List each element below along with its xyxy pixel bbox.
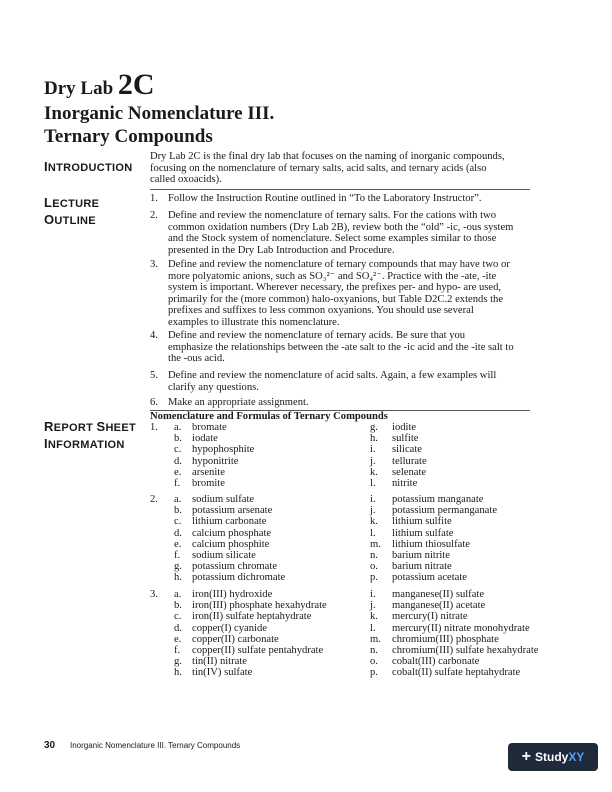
- item-letter: l.: [370, 527, 376, 539]
- item-letter: c.: [174, 516, 182, 528]
- item-letter: c.: [174, 444, 182, 456]
- logo-study: Study: [534, 750, 569, 764]
- item-letter: i.: [370, 444, 376, 456]
- item-letter: d.: [174, 527, 182, 539]
- title-code: 2C: [117, 68, 155, 101]
- page-number: 30: [44, 740, 56, 751]
- item-letter: e.: [174, 633, 182, 645]
- item-letter: b.: [174, 600, 182, 612]
- compound-name: tin(IV) sulfate: [192, 667, 253, 679]
- item-letter: n.: [370, 550, 378, 561]
- introduction-text: Dry Lab 2C is the final dry lab that focuses on the naming of inorganic compounds, focusing on the nomenclature of ternary salts, acid salts, and ternary acids (also called oxoacids).: [150, 151, 505, 186]
- item-letter: e.: [174, 466, 182, 478]
- lecture-outline-label: LECTURE OUTLINE: [44, 195, 100, 227]
- item-letter: e.: [174, 538, 182, 550]
- item-letter: p.: [370, 667, 378, 679]
- compound-name: copper(II) sulfate pentahydrate: [192, 645, 324, 656]
- item-letter: b.: [174, 505, 182, 517]
- question-number: 1.: [150, 422, 158, 433]
- compound-name: potassium acetate: [392, 572, 468, 584]
- subtitle-line-1: Inorganic Nomenclature III.: [44, 103, 275, 124]
- compound-name: calcium phosphite: [192, 538, 270, 550]
- item-letter: j.: [370, 455, 376, 467]
- item-letter: f.: [174, 550, 181, 561]
- compound-name: manganese(II) sulfate: [392, 589, 485, 600]
- compound-name: mercury(I) nitrate: [392, 611, 468, 623]
- compound-name: iron(III) phosphate hexahydrate: [192, 600, 327, 612]
- compound-name: potassium permanganate: [392, 505, 498, 517]
- introduction-label: INTRODUCTION: [44, 159, 133, 174]
- compound-name: potassium manganate: [392, 494, 484, 505]
- compound-name: hypophosphite: [192, 444, 255, 456]
- compound-name: cobalt(III) carbonate: [392, 656, 480, 668]
- item-letter: b.: [174, 433, 182, 445]
- item-letter: g.: [174, 656, 182, 668]
- item-letter: j.: [370, 505, 376, 517]
- item-letter: m.: [370, 633, 381, 645]
- item-letter: o.: [370, 561, 378, 573]
- compound-name: bromite: [192, 478, 225, 489]
- item-letter: d.: [174, 622, 182, 634]
- compound-name: iodite: [392, 422, 417, 433]
- page-subtitle: [44, 102, 274, 148]
- question-number: 2.: [150, 494, 158, 505]
- compound-name: selenate: [392, 466, 427, 478]
- compound-name: potassium dichromate: [192, 572, 286, 584]
- item-letter: c.: [174, 611, 182, 623]
- compound-name: iron(III) hydroxide: [192, 589, 273, 600]
- logo-xy: XY: [568, 750, 585, 764]
- compound-name: tellurate: [392, 455, 427, 467]
- compound-name: copper(I) cyanide: [192, 622, 267, 634]
- compound-name: mercury(II) nitrate monohydrate: [392, 622, 530, 634]
- compound-name: lithium thiosulfate: [392, 538, 470, 550]
- question-number: 3.: [150, 589, 158, 600]
- compound-name: hyponitrite: [192, 455, 239, 467]
- item-letter: h.: [370, 433, 378, 445]
- compound-name: chromium(III) phosphate: [392, 633, 499, 645]
- report-sheet-label: REPORT SHEET INFORMATION: [44, 419, 136, 451]
- compound-name: barium nitrate: [392, 561, 452, 573]
- compound-name: barium nitrite: [392, 550, 450, 561]
- compound-name: sodium silicate: [192, 550, 256, 561]
- compound-name: tin(II) nitrate: [192, 656, 248, 668]
- compound-name: potassium chromate: [192, 561, 278, 573]
- compound-name: lithium sulfite: [392, 516, 452, 528]
- item-letter: h.: [174, 572, 182, 584]
- item-letter: k.: [370, 611, 378, 623]
- item-letter: p.: [370, 572, 378, 584]
- item-letter: i.: [370, 589, 376, 600]
- compound-name: copper(II) carbonate: [192, 633, 279, 645]
- title-prefix: Dry Lab: [44, 78, 118, 99]
- item-letter: g.: [370, 422, 378, 433]
- compound-name: arsenite: [192, 466, 225, 478]
- compound-name: iodate: [192, 433, 218, 445]
- item-letter: j.: [370, 600, 376, 612]
- compound-name: sulfite: [392, 433, 419, 445]
- compound-name: calcium phosphate: [192, 527, 272, 539]
- item-letter: a.: [174, 589, 182, 600]
- compound-name: silicate: [392, 444, 423, 456]
- item-letter: f.: [174, 478, 181, 489]
- item-letter: l.: [370, 478, 376, 489]
- page-title: [44, 68, 155, 102]
- item-letter: m.: [370, 538, 381, 550]
- compound-name: manganese(II) acetate: [392, 600, 486, 612]
- item-letter: l.: [370, 622, 376, 634]
- item-letter: d.: [174, 455, 182, 467]
- compound-name: bromate: [192, 422, 227, 433]
- plus-icon: +: [521, 748, 531, 765]
- item-letter: i.: [370, 494, 376, 505]
- item-letter: h.: [174, 667, 182, 679]
- compound-name: lithium sulfate: [392, 527, 454, 539]
- item-letter: f.: [174, 645, 181, 656]
- report-heading: Nomenclature and Formulas of Ternary Compounds: [150, 411, 388, 422]
- item-letter: n.: [370, 645, 378, 656]
- item-letter: g.: [174, 561, 182, 573]
- compound-name: sodium sulfate: [192, 494, 255, 505]
- compound-name: cobalt(II) sulfate heptahydrate: [392, 667, 521, 679]
- studyxy-logo: [508, 743, 598, 771]
- item-letter: k.: [370, 466, 378, 478]
- item-letter: k.: [370, 516, 378, 528]
- subtitle-line-2: Ternary Compounds: [44, 126, 213, 147]
- section-divider: [150, 189, 530, 190]
- item-letter: a.: [174, 422, 182, 433]
- item-letter: o.: [370, 656, 378, 668]
- item-letter: a.: [174, 494, 182, 505]
- compound-name: nitrite: [392, 478, 418, 489]
- running-title: Inorganic Nomenclature III. Ternary Compounds: [70, 741, 241, 750]
- compound-name: potassium arsenate: [192, 505, 273, 517]
- compound-name: iron(II) sulfate heptahydrate: [192, 611, 312, 623]
- compound-name: chromium(III) sulfate hexahydrate: [392, 645, 539, 656]
- compound-name: lithium carbonate: [192, 516, 267, 528]
